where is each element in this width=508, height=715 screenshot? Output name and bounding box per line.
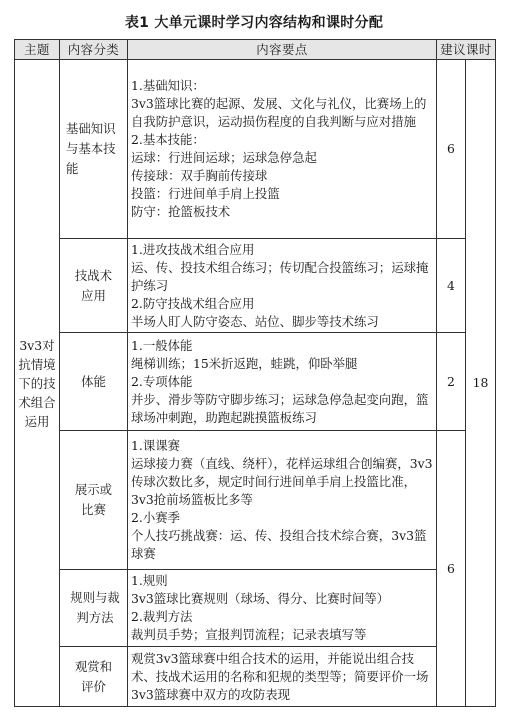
- content-line: 1.进攻技战术组合应用: [131, 241, 255, 257]
- hours-cell: 4: [437, 239, 466, 333]
- table-row: [15, 431, 496, 570]
- content-line: 半场人盯人防守姿态、站位、脚步等技术练习: [131, 313, 379, 329]
- hours-cell-merged: 6: [437, 431, 466, 707]
- content-line: 绳梯训练；15米折返跑，蛙跳，仰卧举腿: [131, 355, 358, 371]
- table-row: [15, 647, 496, 707]
- content-line: 3v3篮球比赛的起源、发展、文化与礼仪，比赛场上的自我防护意识，运动损伤程度的自我判断与应对措施: [131, 96, 427, 129]
- content-line: 个人技巧挑战赛：运、传、投组合技术综合赛，3v3篮球赛: [131, 528, 427, 561]
- category-cell: [60, 60, 128, 239]
- category-text: 规则与裁判方法: [70, 590, 120, 625]
- category-cell: [60, 333, 128, 431]
- table-row: [15, 570, 496, 647]
- content-line: 并步、滑步等防守脚步练习；运球急停急起变向跑，篮球场冲刺跑，助跑起跳摸篮板练习: [131, 391, 429, 425]
- header-category: 内容分类: [60, 40, 128, 60]
- content-line: 2.小赛季: [131, 510, 180, 525]
- content-cell: [128, 570, 437, 647]
- content-line: 裁判员手势；宣报判罚流程；记录表填写等: [131, 627, 367, 642]
- category-cell: [60, 570, 128, 647]
- theme-cell: [15, 60, 60, 707]
- content-line: 2.基本技能：: [131, 132, 205, 147]
- content-line: 1.基础知识：: [131, 78, 205, 93]
- hours-cell: 6: [437, 60, 466, 239]
- content-cell: [128, 239, 437, 333]
- table-title: 表1 大单元课时学习内容结构和课时分配: [124, 15, 384, 31]
- content-line: 2.防守技战术组合应用: [131, 295, 255, 311]
- category-cell: [60, 431, 128, 570]
- content-line: 运球：行进间运球；运球急停急起: [131, 150, 317, 165]
- lesson-table: [14, 39, 496, 707]
- table-row: [15, 333, 496, 431]
- theme-text: 3v3对抗情境下的技术组合运用: [18, 337, 56, 429]
- content-line: 防守：抢篮板技术: [131, 204, 231, 219]
- content-line: 传接球：双手胸前传接球: [131, 168, 268, 183]
- category-text: 观赏和评价: [74, 658, 113, 694]
- hours-cell: 2: [437, 333, 466, 431]
- table-row: [15, 60, 496, 239]
- content-line: 运、传、投技术组合练习；传切配合投篮练习；运球掩护练习: [131, 259, 429, 293]
- content-line: 3v3篮球比赛规则（球场、得分、比赛时间等）: [131, 591, 390, 606]
- header-hours: 建议课时: [437, 40, 496, 60]
- content-line: 1.一般体能: [131, 337, 193, 353]
- content-line: 2.裁判方法: [131, 609, 193, 624]
- content-cell: [128, 431, 437, 570]
- content-cell: [128, 333, 437, 431]
- category-text: 技战术应用: [74, 267, 113, 303]
- content-line: 2.专项体能: [131, 373, 193, 389]
- content-cell: [128, 60, 437, 239]
- content-cell: [128, 647, 437, 707]
- content-line: 运球接力赛（直线、绕杆），花样运球组合创编赛，3v3传球次数比多，规定时间行进间单手肩上投篮比准，3v3抢前场篮板比多等: [131, 456, 433, 507]
- content-line: 观赏3v3篮球赛中组合技术的运用，并能说出组合技术、技战术运用的名称和犯规的类型等；简要评价一场3v3篮球赛中双方的攻防表现: [131, 650, 429, 702]
- header-content: 内容要点: [128, 40, 437, 60]
- category-cell: [60, 239, 128, 333]
- table-header-row: [15, 40, 496, 60]
- table-row: [15, 239, 496, 333]
- category-text: 基础知识与基本技能: [66, 121, 116, 176]
- content-line: 投篮：行进间单手肩上投篮: [131, 186, 280, 201]
- category-text: 体能: [81, 373, 106, 389]
- content-line: 1.规则: [131, 573, 168, 588]
- total-hours-cell: 18: [466, 60, 496, 707]
- header-theme: 主题: [15, 40, 60, 60]
- category-text: 展示或比赛: [74, 482, 113, 517]
- content-line: 1.课课赛: [131, 438, 180, 453]
- category-cell: [60, 647, 128, 707]
